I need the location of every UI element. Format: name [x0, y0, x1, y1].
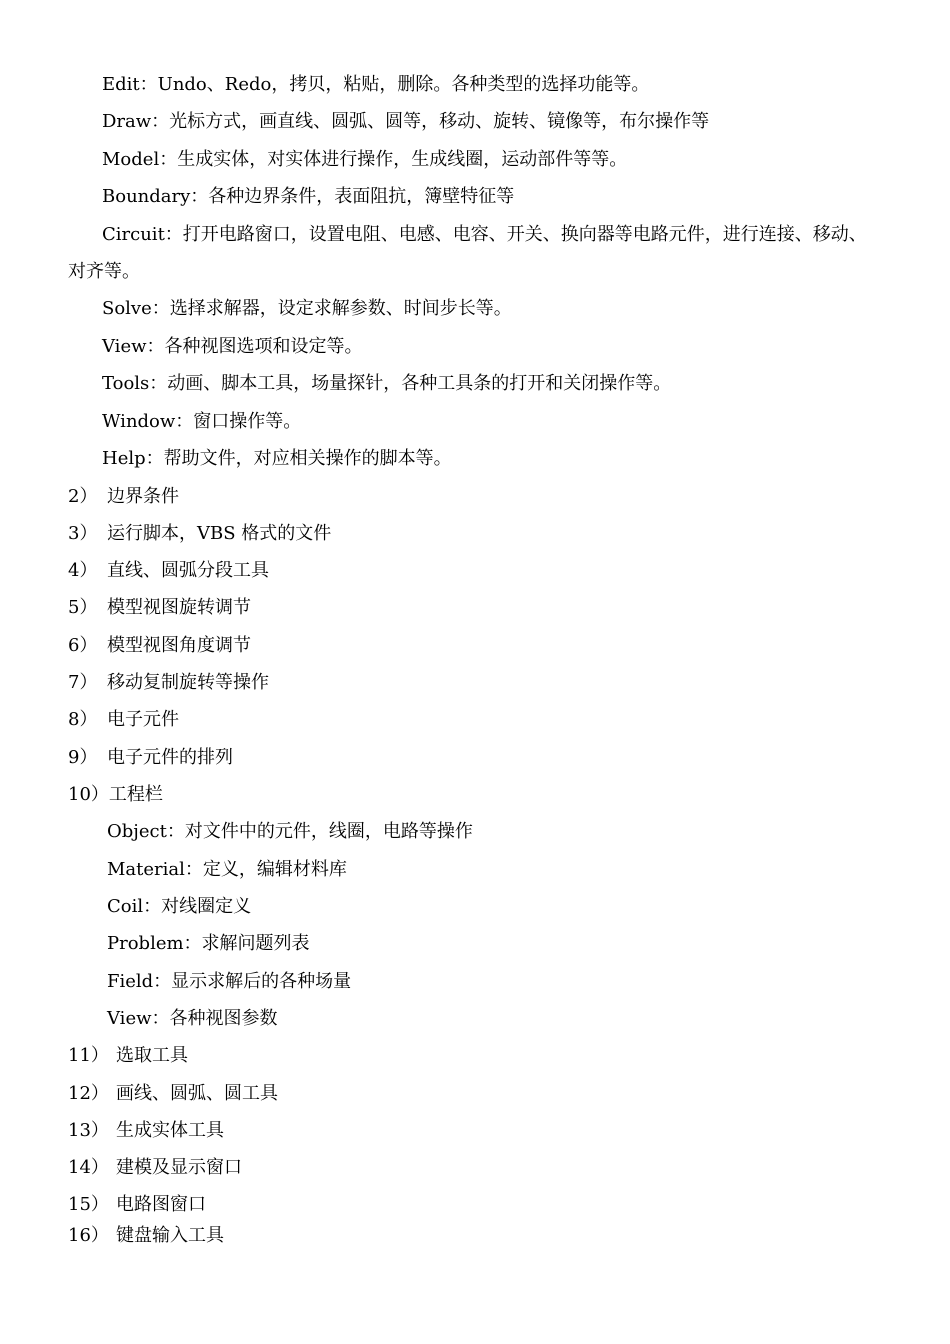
list-item-text: 选取工具	[116, 1045, 188, 1066]
list-item-number: 9）	[68, 747, 98, 768]
project-item-coil: Coil：对线圈定义	[107, 896, 252, 917]
menu-solve-description: Solve：选择求解器，设定求解参数、时间步长等。	[102, 298, 512, 319]
menu-help-description: Help：帮助文件，对应相关操作的脚本等。	[102, 448, 452, 469]
list-item	[68, 1120, 224, 1142]
list-item-number: 10）	[68, 784, 109, 805]
list-item-number: 8）	[68, 709, 98, 730]
project-item-problem: Problem：求解问题列表	[107, 933, 310, 954]
menu-circuit-description-continued: 对齐等。	[68, 261, 140, 282]
list-item	[68, 486, 179, 508]
list-item-text: 建模及显示窗口	[116, 1157, 242, 1178]
list-item-text: 直线、圆弧分段工具	[107, 560, 269, 581]
menu-model-description: Model：生成实体，对实体进行操作，生成线圈，运动部件等等。	[102, 149, 628, 170]
list-item-text: 运行脚本，VBS 格式的文件	[107, 523, 332, 544]
list-item-project-bar	[68, 784, 163, 806]
menu-window-description: Window：窗口操作等。	[102, 411, 302, 432]
project-item-view: View：各种视图参数	[107, 1008, 278, 1029]
list-item	[68, 597, 251, 619]
menu-circuit-description: Circuit：打开电路窗口，设置电阻、电感、电容、开关、换向器等电路元件，进行连接、移动、	[102, 224, 867, 245]
project-item-material: Material：定义，编辑材料库	[107, 859, 347, 880]
menu-draw-description: Draw：光标方式，画直线、圆弧、圆等，移动、旋转、镜像等，布尔操作等	[102, 111, 710, 132]
list-item	[68, 709, 179, 731]
list-item	[68, 672, 269, 694]
project-item-field: Field：显示求解后的各种场量	[107, 971, 352, 992]
list-item-number: 15）	[68, 1194, 109, 1215]
list-item-number: 2）	[68, 486, 98, 507]
list-item-number: 7）	[68, 672, 98, 693]
list-item-number: 3）	[68, 523, 98, 544]
list-item	[68, 560, 269, 582]
list-item	[68, 523, 331, 545]
project-item-object: Object：对文件中的元件，线圈，电路等操作	[107, 821, 473, 842]
list-item-number: 5）	[68, 597, 98, 618]
list-item-text: 边界条件	[107, 486, 179, 507]
list-item-number: 16）	[68, 1225, 109, 1246]
menu-boundary-description: Boundary：各种边界条件，表面阻抗，簿壁特征等	[102, 186, 515, 207]
list-item	[68, 635, 251, 657]
list-item	[68, 1194, 206, 1216]
list-item-text: 移动复制旋转等操作	[107, 672, 269, 693]
list-item-number: 11）	[68, 1045, 109, 1066]
menu-edit-description: Edit：Undo、Redo，拷贝，粘贴，删除。各种类型的选择功能等。	[102, 74, 650, 95]
list-item-text: 生成实体工具	[116, 1120, 224, 1141]
list-item-text: 电路图窗口	[116, 1194, 206, 1215]
list-item-text: 画线、圆弧、圆工具	[116, 1083, 278, 1104]
list-item	[68, 747, 233, 769]
list-item	[68, 1045, 188, 1067]
list-item-number: 13）	[68, 1120, 109, 1141]
list-item-text: 键盘输入工具	[116, 1225, 224, 1246]
list-item-number: 14）	[68, 1157, 109, 1178]
list-item-number: 4）	[68, 560, 98, 581]
list-item-text: 模型视图旋转调节	[107, 597, 251, 618]
list-item	[68, 1083, 278, 1105]
list-item	[68, 1157, 242, 1179]
list-item-text: 电子元件	[107, 709, 179, 730]
menu-tools-description: Tools：动画、脚本工具，场量探针，各种工具条的打开和关闭操作等。	[102, 373, 672, 394]
list-item	[68, 1225, 224, 1247]
menu-view-description: View：各种视图选项和设定等。	[102, 336, 363, 357]
list-item-text: 工程栏	[108, 784, 163, 805]
list-item-number: 6）	[68, 635, 98, 656]
list-item-number: 12）	[68, 1083, 109, 1104]
list-item-text: 电子元件的排列	[107, 747, 233, 768]
list-item-text: 模型视图角度调节	[107, 635, 251, 656]
